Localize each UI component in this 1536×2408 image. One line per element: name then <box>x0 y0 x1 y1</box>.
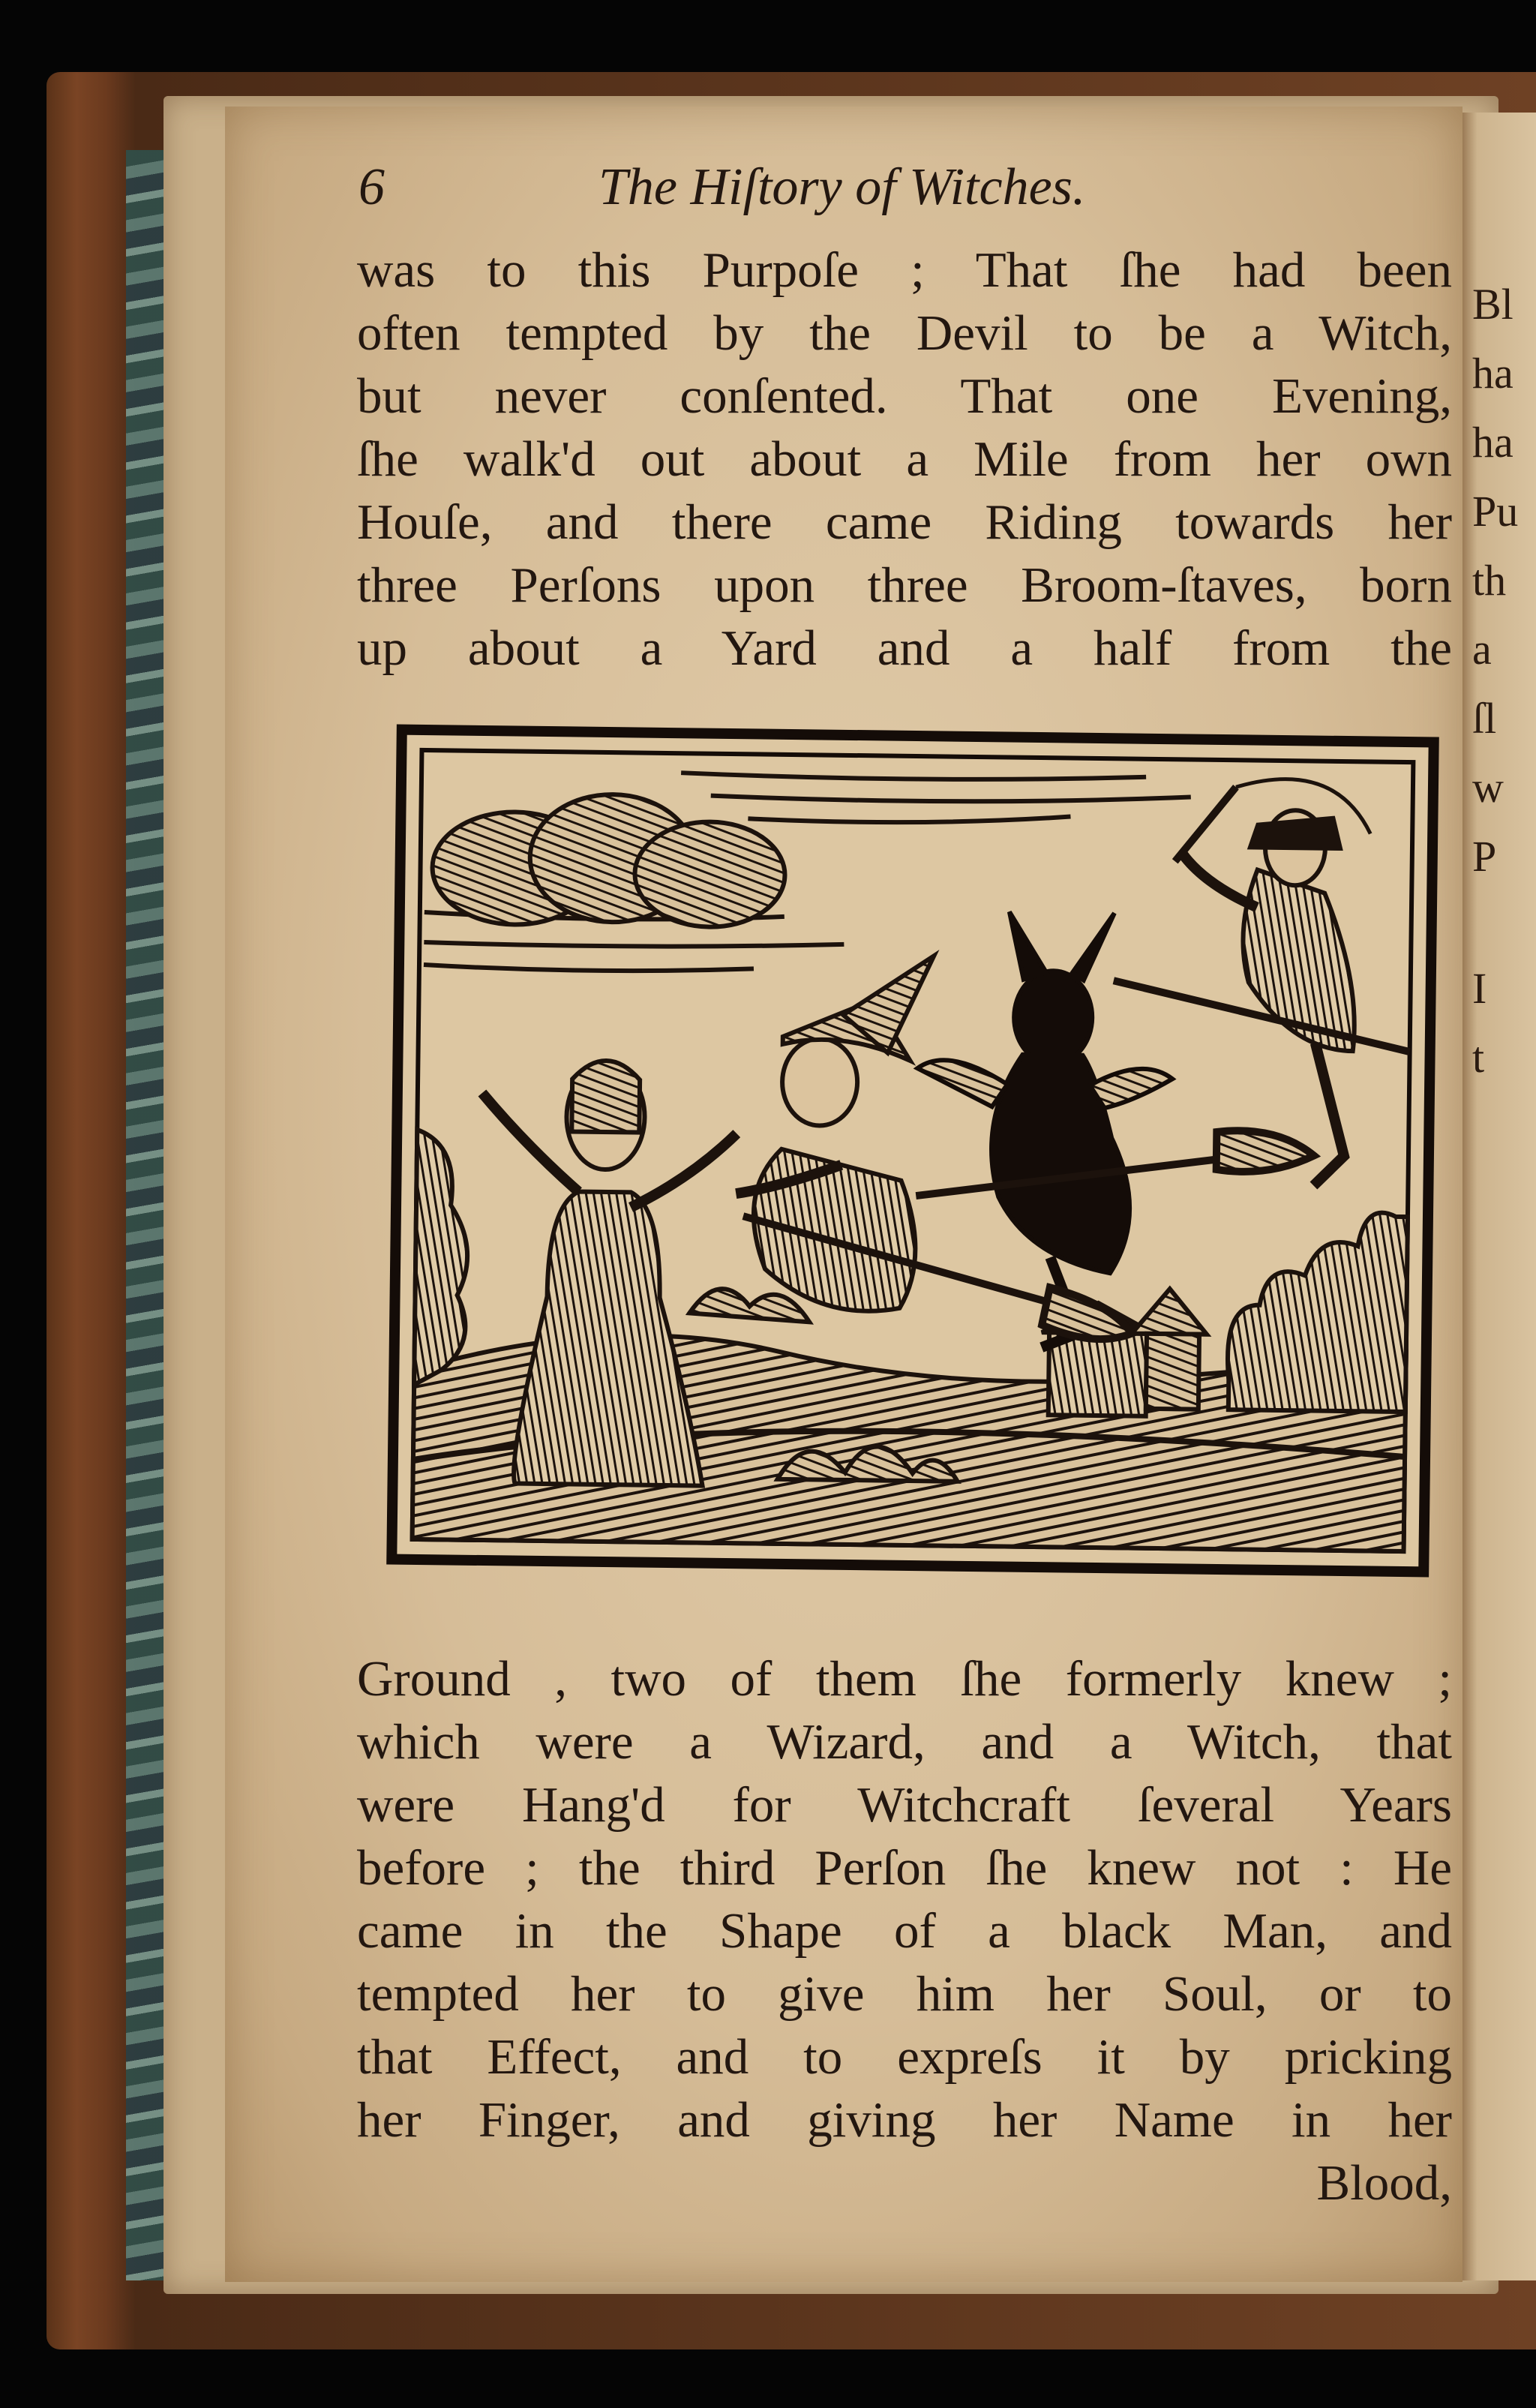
facing-fragment: Bl <box>1472 280 1514 329</box>
text-line: up about a Yard and a half from the <box>357 620 1452 676</box>
running-header <box>358 158 1334 225</box>
facing-fragment: I <box>1472 964 1487 1013</box>
text-line: was to this Purpoſe ; That ſhe had been <box>357 242 1452 298</box>
text-line: came in the Shape of a black Man, and <box>357 1903 1452 1959</box>
text-line: three Perſons upon three Broom-ſtaves, born <box>357 557 1452 613</box>
text-line: tempted her to give him her Soul, or to <box>357 1966 1452 2022</box>
facing-fragment: P <box>1472 832 1497 881</box>
facing-fragment: ha <box>1472 349 1514 398</box>
text-line: ſhe walk'd out about a Mile from her own <box>357 431 1452 487</box>
catchword: Blood, <box>1316 2155 1452 2211</box>
facing-fragment: ſl <box>1472 694 1497 743</box>
facing-fragment: w <box>1472 763 1504 812</box>
woodcut-illustration <box>386 725 1439 1578</box>
text-line: often tempted by the Devil to be a Witch, <box>357 305 1452 361</box>
text-line: Ground , two of them ſhe formerly knew ; <box>357 1651 1452 1707</box>
page-number: 6 <box>358 158 385 216</box>
text-line: which were a Wizard, and a Witch, that <box>357 1714 1452 1770</box>
text-line: her Finger, and giving her Name in her <box>357 2092 1452 2148</box>
text-line: that Effect, and to expreſs it by pricking <box>357 2029 1452 2085</box>
facing-fragment: a <box>1472 625 1492 674</box>
facing-fragment: ha <box>1472 418 1514 467</box>
text-block-bottom <box>357 1647 1460 2214</box>
facing-fragment: Pu <box>1472 487 1519 536</box>
text-block-top <box>357 239 1460 680</box>
text-line: were Hang'd for Witchcraft ſeveral Years <box>357 1777 1452 1833</box>
running-title: The Hiſtory of Witches. <box>598 158 1086 216</box>
text-line: before ; the third Perſon ſhe knew not : He <box>357 1840 1452 1896</box>
facing-page-text <box>1466 113 1536 2280</box>
facing-fragment: t <box>1472 1033 1485 1082</box>
text-line: Houſe, and there came Riding towards her <box>357 494 1452 550</box>
text-line: but never conſented. That one Evening, <box>357 368 1452 424</box>
facing-fragment: th <box>1472 556 1507 605</box>
